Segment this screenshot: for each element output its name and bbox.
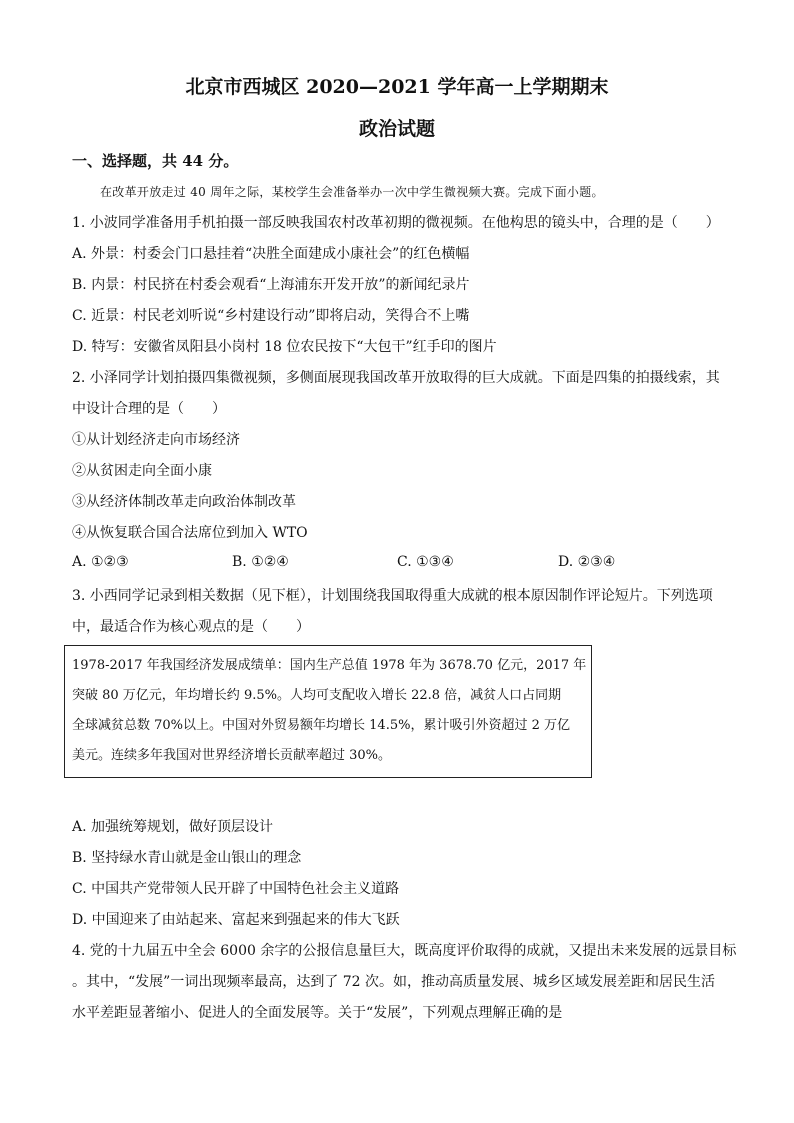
q1-option-d: D. 特写：安徽省凤阳县小岗村 18 位农民按下“大包干”红手印的图片 (72, 339, 497, 355)
exam-title: 北京市西城区 2020—2021 学年高一上学期期末 (185, 76, 609, 98)
section-heading: 一、选择题，共 44 分。 (72, 152, 239, 170)
q3-option-a: A. 加强统筹规划，做好顶层设计 (72, 819, 274, 835)
exam-subtitle: 政治试题 (358, 118, 435, 140)
q2-item-1: ①从计划经济走向市场经济 (72, 432, 240, 448)
q1-option-b: B. 内景：村民挤在村委会观看“上海浦东开发开放”的新闻纪录片 (72, 277, 470, 293)
q2-item-4: ④从恢复联合国合法席位到加入 WTO (72, 525, 308, 541)
q2-option-a: A. ①②③ (72, 554, 129, 570)
q3-option-b: B. 坚持绿水青山就是金山银山的理念 (72, 850, 302, 866)
data-box (64, 645, 592, 778)
q2-stem-line-2: 中设计合理的是（ ） (72, 401, 226, 417)
data-box-line-3: 全球减贫总数 70%以上。中国对外贸易额年均增长 14.5%，累计吸引外资超过 2 万亿 (72, 718, 570, 733)
q3-stem-line-2: 中，最适合作为核心观点的是（ ） (72, 619, 310, 635)
q3-stem-line-1: 3. 小西同学记录到相关数据（见下框），计划围绕我国取得重大成就的根本原因制作评论短片。下列选项 (72, 588, 713, 604)
q2-options (72, 554, 632, 574)
q2-option-b: B. ①②④ (232, 554, 289, 570)
q2-item-3: ③从经济体制改革走向政治体制改革 (72, 494, 296, 510)
q1-option-a: A. 外景：村委会门口悬挂着“决胜全面建成小康社会”的红色横幅 (72, 246, 470, 262)
data-box-line-1: 1978-2017 年我国经济发展成绩单：国内生产总值 1978 年为 3678.70 亿元，2017 年 (72, 658, 587, 673)
data-box-line-2: 突破 80 万亿元，年均增长约 9.5%。人均可支配收入增长 22.8 倍，减贫人口占同期 (72, 688, 562, 703)
q2-option-c: C. ①③④ (397, 554, 454, 570)
q3-option-c: C. 中国共产党带领人民开辟了中国特色社会主义道路 (72, 881, 400, 897)
q2-option-d: D. ②③④ (558, 554, 616, 570)
data-box-line-4: 美元。连续多年我国对世界经济增长贡献率超过 30%。 (72, 748, 392, 763)
intro-text: 在改革开放走过 40 周年之际，某校学生会准备举办一次中学生微视频大赛。完成下面小题。 (100, 185, 604, 199)
q2-stem-line-1: 2. 小泽同学计划拍摄四集微视频，多侧面展现我国改革开放取得的巨大成就。下面是四集的拍摄线索，其 (72, 370, 720, 386)
q4-stem-line-2: 。其中，“发展”一词出现频率最高，达到了 72 次。如，推动高质量发展、城乡区域发展差距和居民生活 (72, 974, 716, 990)
q1-stem: 1. 小波同学准备用手机拍摄一部反映我国农村改革初期的微视频。在他构思的镜头中，合理的是（ ） (72, 215, 720, 231)
q1-option-c: C. 近景：村民老刘听说“乡村建设行动”即将启动，笑得合不上嘴 (72, 308, 470, 324)
q2-item-2: ②从贫困走向全面小康 (72, 463, 212, 479)
q3-option-d: D. 中国迎来了由站起来、富起来到强起来的伟大飞跃 (72, 912, 400, 928)
q4-stem-line-1: 4. 党的十九届五中全会 6000 余字的公报信息量巨大，既高度评价取得的成就，又提出未来发展的远景目标 (72, 943, 737, 959)
q4-stem-line-3: 水平差距显著缩小、促进人的全面发展等。关于“发展”，下列观点理解正确的是 (72, 1005, 563, 1021)
